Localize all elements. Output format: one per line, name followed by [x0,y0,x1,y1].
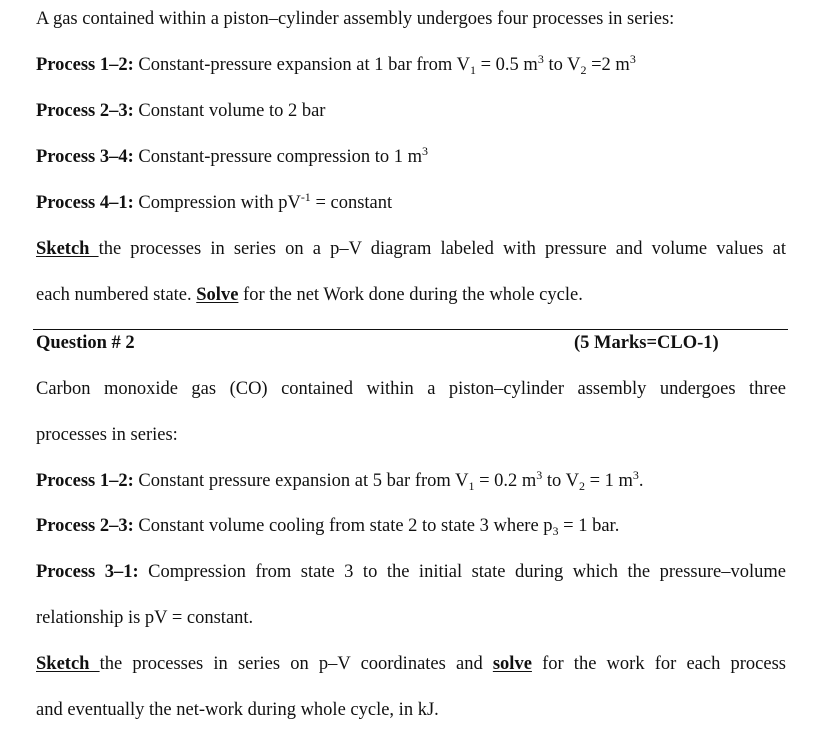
q2-process-2-3: Process 2–3: Constant volume cooling from state 2 to state 3 where $p_3 = 1$ bar. [36,516,620,538]
q2-task-line-2: and eventually the net-work during whole cycle, in kJ. [36,700,439,720]
question-divider [33,329,788,330]
q2-heading: Question # 2 [36,333,135,353]
q1-process-2-3: Process 2–3: Constant volume to 2 bar [36,101,326,121]
q1-process-3-4: Process 3–4: Constant-pressure compression to 1 $m^3$ [36,144,429,167]
q2-process-3-1-line-2: relationship is pV = constant. [36,608,254,628]
process-label: Process 4–1: [36,193,134,213]
q1-process-1-2: Process 1–2: Constant-pressure expansion at 1 bar from $V_1 = 0.5$ $m^3$ to $V_2 =2$ $m^3$ [36,52,636,77]
q1-process-4-1: Process 4–1: Compression with $pV^{-1}$ = constant [36,190,393,213]
q2-intro-line-1: Carbon monoxide gas (CO) contained within a piston–cylinder assembly undergoes three [36,379,786,399]
solve-keyword: solve [492,654,532,674]
process-label: Process 3–4: [36,147,134,167]
sketch-keyword: Sketch [36,654,100,674]
q2-process-3-1-line-1: Process 3–1: Compression from state 3 to the initial state during which the pressure–volume [36,562,786,582]
process-label: Process 3–1: [36,562,139,582]
q1-task-line-1: Sketch the processes in series on a p–V diagram labeled with pressure and volume values at [36,239,786,259]
process-label: Process 2–3: [36,516,134,536]
process-label: Process 2–3: [36,101,134,121]
process-label: Process 1–2: [36,55,134,75]
q2-process-1-2: Process 1–2: Constant pressure expansion at 5 bar from $V_1 = 0.2$ $m^3$ to $V_2 = 1$ $m^3$. [36,468,644,493]
q1-task-line-2: each numbered state. Solve for the net Work done during the whole cycle. [36,285,583,305]
solve-keyword: Solve [196,285,239,305]
process-label: Process 1–2: [36,471,134,491]
q2-intro-line-2: processes in series: [36,425,178,445]
q2-task-line-1: Sketch the processes in series on p–V coordinates and solve for the work for each process [36,654,786,674]
q1-intro: A gas contained within a piston–cylinder assembly undergoes four processes in series: [36,9,675,29]
q2-marks: (5 Marks=CLO-1) [574,333,719,353]
sketch-keyword: Sketch [36,239,99,259]
